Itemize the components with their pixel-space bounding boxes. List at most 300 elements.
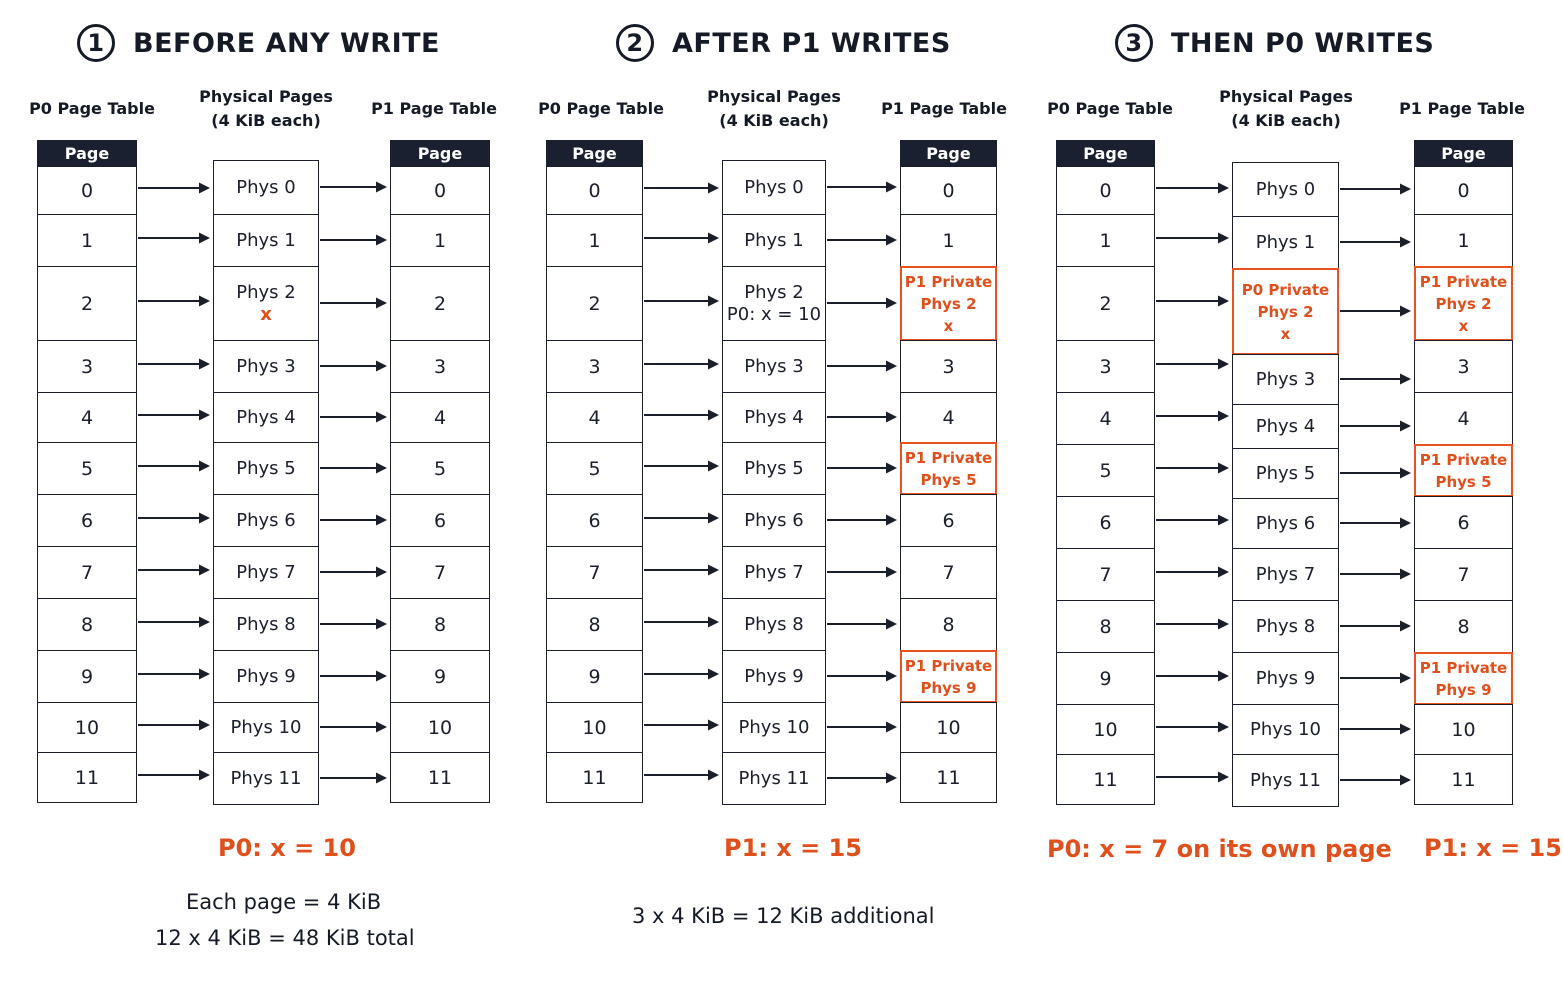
panel-2-p1-page-11: [900, 752, 997, 803]
panel-1-p0-page-2: 2: [37, 266, 137, 341]
step-number-badge: 3: [1115, 24, 1153, 62]
physical-pages-heading-line2: (4 KiB each): [1231, 111, 1341, 130]
p1-line-1: Phys 5: [920, 470, 977, 489]
phys-line-0: Phys 7: [744, 561, 804, 583]
p0-table-header: Page: [37, 140, 137, 166]
panel-3-arrow-p0-to-phys-6-head: [1218, 515, 1229, 526]
panel-1-phys-page-4: [213, 392, 319, 443]
panel-1-arrow-phys-to-p1-4-head: [376, 412, 387, 423]
p1-line-0: 7: [1457, 563, 1470, 586]
phys-line-0: Phys 8: [236, 613, 296, 635]
panel-1-p1-page-9: [390, 650, 490, 703]
panel-2-arrow-phys-to-p1-9-head: [886, 671, 897, 682]
phys-line-1: Phys 2: [1257, 302, 1314, 321]
panel-2-p1-page-2: [900, 266, 997, 341]
panel-2-p0-page-6: 6: [546, 494, 643, 547]
panel-1-phys-page-11: [213, 752, 319, 805]
phys-line-0: Phys 0: [1255, 178, 1316, 200]
panel-3-phys-page-4: [1232, 404, 1339, 449]
phys-line-0: Phys 7: [1255, 563, 1316, 585]
panel-1-arrow-phys-to-p1-1-head: [376, 235, 387, 246]
panel-2-arrow-phys-to-p1-3-head: [886, 361, 897, 372]
panel-1-phys-page-0: [213, 160, 319, 215]
panel-1-arrow-phys-to-p1-5-head: [376, 463, 387, 474]
panel-1-p1-page-2: [390, 266, 490, 341]
panel-3-p0-page-0: 0: [1056, 166, 1155, 215]
phys-line-0: Phys 9: [236, 665, 296, 687]
panel-1-arrow-phys-to-p1-0-head: [376, 182, 387, 193]
panel-2-arrow-phys-to-p1-8-head: [886, 619, 897, 630]
panel-1-arrow-p0-to-phys-0-head: [199, 183, 210, 194]
panel-1-arrow-p0-to-phys-11-head: [199, 770, 210, 781]
panel-2-arrow-p0-to-phys-9-head: [708, 669, 719, 680]
panel-title-text: AFTER P1 WRITES: [672, 27, 951, 59]
panel-3-arrow-p0-to-phys-0-head: [1218, 183, 1229, 194]
p1-line-0: 3: [942, 355, 955, 378]
panel-3-arrow-p0-to-phys-11-head: [1218, 772, 1229, 783]
phys-line-0: Phys 6: [1255, 512, 1316, 534]
panel-2-phys-page-7: [722, 546, 826, 599]
panel-3-arrow-p0-to-phys-3-head: [1218, 359, 1229, 370]
panel-1-p0-page-8: 8: [37, 598, 137, 651]
panel-2-p1-page-9: [900, 650, 997, 703]
panel-1-arrow-phys-to-p1-2-head: [376, 298, 387, 309]
panel-1-p0-page-6: 6: [37, 494, 137, 547]
step-number-badge: 1: [77, 24, 115, 62]
panel-3-p1-page-6: [1414, 496, 1513, 549]
panel-1-p1-page-7: [390, 546, 490, 599]
p1-line-1: Phys 2: [920, 294, 977, 313]
panel-2-arrow-p0-to-phys-0-head: [708, 183, 719, 194]
panel-1-arrow-phys-to-p1-7-head: [376, 567, 387, 578]
panel-2-p0-page-5: 5: [546, 442, 643, 495]
panel-3-p0-page-5: 5: [1056, 444, 1155, 497]
phys-line-0: Phys 4: [236, 406, 296, 428]
panel-2-arrow-p0-to-phys-1-head: [708, 233, 719, 244]
panel-3-arrow-phys-to-p1-4-head: [1400, 421, 1411, 432]
p1-line-0: P1 Private: [1419, 272, 1508, 291]
panel-1-note: P0: x = 10: [218, 834, 356, 862]
panel-1-arrow-p0-to-phys-4-head: [199, 410, 210, 421]
panel-1-arrow-p0-to-phys-8-head: [199, 617, 210, 628]
panel-2-p1-page-1: [900, 214, 997, 267]
panel-2-p0-page-0: 0: [546, 166, 643, 215]
p0-page-table-heading: P0 Page Table: [538, 99, 664, 118]
panel-2-arrow-p0-to-phys-10-head: [708, 720, 719, 731]
p1-line-0: 2: [433, 292, 447, 315]
panel-3-p1-page-3: [1414, 340, 1513, 393]
phys-line-0: Phys 1: [744, 229, 804, 251]
panel-3-p0-page-6: 6: [1056, 496, 1155, 549]
panel-1-p1-page-11: [390, 752, 490, 803]
p1-line-1: Phys 9: [1435, 680, 1492, 699]
panel-2-phys-page-9: [722, 650, 826, 703]
p1-line-0: 4: [1457, 407, 1470, 430]
panel-3-arrow-phys-to-p1-1-head: [1400, 237, 1411, 248]
phys-line-0: Phys 5: [744, 457, 804, 479]
phys-line-0: Phys 10: [738, 716, 810, 738]
panel-3-arrow-p0-to-phys-9-head: [1218, 671, 1229, 682]
panel-3-arrow-phys-to-p1-5-head: [1400, 468, 1411, 479]
phys-line-0: P0 Private: [1241, 280, 1330, 299]
panel-3-p0-page-2: 2: [1056, 266, 1155, 341]
panel-1-arrow-phys-to-p1-8-head: [376, 619, 387, 630]
panel-3-p0-page-8: 8: [1056, 600, 1155, 653]
p1-line-0: 5: [433, 457, 447, 480]
panel-3-p0-page-9: 9: [1056, 652, 1155, 705]
p1-line-0: 8: [1457, 615, 1470, 638]
p1-line-0: 0: [433, 179, 447, 202]
panel-2-p0-page-4: 4: [546, 392, 643, 443]
p1-page-table-heading: P1 Page Table: [881, 99, 1007, 118]
p1-line-0: 8: [433, 613, 447, 636]
phys-line-0: Phys 0: [236, 176, 296, 198]
panel-3-phys-page-6: [1232, 498, 1339, 549]
p1-line-0: P1 Private: [1419, 658, 1508, 677]
panel-3-p0-page-11: 11: [1056, 754, 1155, 805]
panel-2-phys-page-5: [722, 442, 826, 495]
panel-1-phys-page-6: [213, 494, 319, 547]
panel-3-arrow-phys-to-p1-10-head: [1400, 724, 1411, 735]
p1-line-1: Phys 9: [920, 678, 977, 697]
panel-1-phys-page-3: [213, 340, 319, 393]
physical-pages-heading: [689, 85, 859, 133]
panel-3-p1-page-4: [1414, 392, 1513, 445]
panel-2-phys-page-10: [722, 702, 826, 753]
p1-line-2: x: [1458, 316, 1469, 335]
panel-3-phys-page-8: [1232, 600, 1339, 653]
panel-1-arrow-p0-to-phys-9-head: [199, 669, 210, 680]
physical-pages-heading-line2: (4 KiB each): [211, 111, 321, 130]
phys-line-0: Phys 11: [230, 767, 302, 789]
phys-line-0: Phys 3: [1255, 368, 1316, 390]
p1-line-0: P1 Private: [904, 272, 993, 291]
panel-3-p1-page-5: [1414, 444, 1513, 497]
panel-2-arrow-phys-to-p1-5-head: [886, 463, 897, 474]
panel-3-p1-page-2: [1414, 266, 1513, 341]
p1-line-0: 8: [942, 613, 955, 636]
p1-line-0: 1: [433, 229, 447, 252]
panel-2-arrow-p0-to-phys-3-head: [708, 359, 719, 370]
phys-line-0: Phys 10: [1250, 718, 1321, 740]
panel-2-phys-page-1: [722, 214, 826, 267]
p0-page-table-heading: P0 Page Table: [1047, 99, 1173, 118]
phys-line-2: x: [1280, 324, 1291, 343]
p1-table-header: Page: [390, 140, 490, 166]
panel-1-arrow-p0-to-phys-1-head: [199, 233, 210, 244]
panel-2-p1-page-10: [900, 702, 997, 753]
panel-1-p0-page-1: 1: [37, 214, 137, 267]
panel-2-p1-page-3: [900, 340, 997, 393]
phys-line-0: Phys 4: [744, 406, 804, 428]
panel-1-arrow-phys-to-p1-6-head: [376, 515, 387, 526]
p1-line-0: P1 Private: [1419, 450, 1508, 469]
panel-2-p0-page-2: 2: [546, 266, 643, 341]
p1-line-0: 10: [936, 716, 961, 739]
phys-line-0: Phys 9: [1255, 667, 1316, 689]
panel-2-title: [616, 20, 951, 66]
physical-pages-heading-line1: Physical Pages: [707, 87, 841, 106]
panel-3-p0-page-4: 4: [1056, 392, 1155, 445]
p1-line-0: 7: [942, 561, 955, 584]
panel-1-phys-page-7: [213, 546, 319, 599]
p1-line-0: 6: [942, 509, 955, 532]
panel-3-arrow-p0-to-phys-2-head: [1218, 296, 1229, 307]
phys-line-0: Phys 5: [1255, 462, 1316, 484]
panel-2-arrow-p0-to-phys-11-head: [708, 770, 719, 781]
panel-1-phys-page-8: [213, 598, 319, 651]
panel-2-phys-page-6: [722, 494, 826, 547]
panel-3-arrow-p0-to-phys-1-head: [1218, 233, 1229, 244]
panel-2-arrow-phys-to-p1-1-head: [886, 235, 897, 246]
panel-1-arrow-phys-to-p1-3-head: [376, 361, 387, 372]
panel-2-phys-page-0: [722, 160, 826, 215]
panel-2-phys-page-11: [722, 752, 826, 805]
panel-2-p1-page-4: [900, 392, 997, 443]
panel-1-phys-page-9: [213, 650, 319, 703]
p1-line-2: x: [943, 316, 954, 335]
panel-3-phys-page-0: [1232, 162, 1339, 217]
panel-2-arrow-p0-to-phys-8-head: [708, 617, 719, 628]
panel-3-arrow-phys-to-p1-8-head: [1400, 621, 1411, 632]
physical-pages-heading: [1201, 85, 1371, 133]
p1-line-0: 4: [433, 406, 447, 429]
p1-line-0: 3: [433, 355, 447, 378]
panel-2-phys-page-4: [722, 392, 826, 443]
panel-3-p1-page-9: [1414, 652, 1513, 705]
panel-1-p1-page-1: [390, 214, 490, 267]
panel-2-phys-page-3: [722, 340, 826, 393]
panel-2-p0-page-8: 8: [546, 598, 643, 651]
panel-1-p0-page-10: 10: [37, 702, 137, 753]
phys-line-0: Phys 6: [236, 509, 296, 531]
phys-line-0: Phys 5: [236, 457, 296, 479]
panel-3-p1-page-11: [1414, 754, 1513, 805]
p1-line-0: P1 Private: [904, 656, 993, 675]
p1-line-0: 0: [1457, 179, 1470, 202]
panel-1-arrow-phys-to-p1-10-head: [376, 722, 387, 733]
p0-table-header: Page: [1056, 140, 1155, 166]
p1-line-0: 1: [942, 229, 955, 252]
phys-line-0: Phys 1: [236, 229, 296, 251]
panel-3-p1-page-0: [1414, 166, 1513, 215]
panel-title-text: BEFORE ANY WRITE: [133, 27, 440, 59]
phys-line-0: Phys 10: [230, 716, 302, 738]
p1-line-0: 6: [433, 509, 447, 532]
physical-pages-heading-line1: Physical Pages: [1219, 87, 1353, 106]
panel-1-p0-page-0: 0: [37, 166, 137, 215]
p0-table-header: Page: [546, 140, 643, 166]
panel-2-p1-page-8: [900, 598, 997, 651]
phys-line-0: Phys 3: [744, 355, 804, 377]
p1-line-0: 10: [1451, 718, 1476, 741]
phys-line-1: x: [260, 303, 272, 325]
phys-line-0: Phys 11: [1250, 769, 1321, 791]
physical-pages-heading-line1: Physical Pages: [199, 87, 333, 106]
panel-1-arrow-p0-to-phys-7-head: [199, 565, 210, 576]
p1-table-header: Page: [900, 140, 997, 166]
panel-2-note: P1: x = 15: [724, 834, 862, 862]
p1-line-0: 9: [433, 665, 447, 688]
p1-line-0: 11: [427, 766, 453, 789]
panel-1-p1-page-8: [390, 598, 490, 651]
panel-1-p1-page-0: [390, 166, 490, 215]
panel-2-phys-page-2: [722, 266, 826, 341]
panel-2-p1-page-0: [900, 166, 997, 215]
panel-3-arrow-phys-to-p1-7-head: [1400, 569, 1411, 580]
panel-3-p1-page-10: [1414, 704, 1513, 755]
panel-1-p0-page-5: 5: [37, 442, 137, 495]
phys-line-0: Phys 6: [744, 509, 804, 531]
footnote-total: 12 x 4 KiB = 48 KiB total: [155, 926, 415, 950]
panel-1-phys-page-2: [213, 266, 319, 341]
panel-2-arrow-p0-to-phys-4-head: [708, 410, 719, 421]
panel-1-p0-page-4: 4: [37, 392, 137, 443]
p1-line-0: 0: [942, 179, 955, 202]
panel-3-arrow-phys-to-p1-6-head: [1400, 518, 1411, 529]
panel-3-p1-page-1: [1414, 214, 1513, 267]
phys-line-0: Phys 7: [236, 561, 296, 583]
panel-3-phys-page-7: [1232, 548, 1339, 601]
p1-line-0: 10: [427, 716, 453, 739]
panel-2-arrow-p0-to-phys-6-head: [708, 513, 719, 524]
panel-3-phys-page-10: [1232, 704, 1339, 755]
panel-1-phys-page-1: [213, 214, 319, 267]
panel-2-p1-page-7: [900, 546, 997, 599]
panel-3-note-left: P0: x = 7 on its own page: [1047, 835, 1392, 863]
p1-line-1: Phys 2: [1435, 294, 1492, 313]
panel-2-arrow-phys-to-p1-10-head: [886, 722, 897, 733]
panel-2-arrow-phys-to-p1-2-head: [886, 298, 897, 309]
panel-2-arrow-p0-to-phys-2-head: [708, 296, 719, 307]
phys-line-0: Phys 2: [744, 281, 804, 303]
phys-line-0: Phys 2: [236, 281, 296, 303]
panel-title-text: THEN P0 WRITES: [1171, 27, 1435, 59]
panel-3-p0-page-7: 7: [1056, 548, 1155, 601]
panel-2-arrow-phys-to-p1-0-head: [886, 182, 897, 193]
panel-3-arrow-phys-to-p1-11-head: [1400, 775, 1411, 786]
panel-2-arrow-phys-to-p1-7-head: [886, 567, 897, 578]
p1-line-0: 7: [433, 561, 447, 584]
panel-2-arrow-phys-to-p1-4-head: [886, 412, 897, 423]
panel-1-phys-page-10: [213, 702, 319, 753]
panel-2-arrow-p0-to-phys-7-head: [708, 565, 719, 576]
panel-3-arrow-phys-to-p1-0-head: [1400, 184, 1411, 195]
panel-3-arrow-phys-to-p1-2-head: [1400, 306, 1411, 317]
panel-1-arrow-phys-to-p1-9-head: [376, 671, 387, 682]
panel-1-p0-page-3: 3: [37, 340, 137, 393]
panel-2-p1-page-6: [900, 494, 997, 547]
phys-line-0: Phys 11: [738, 767, 810, 789]
panel-2-p0-page-3: 3: [546, 340, 643, 393]
p1-line-0: 11: [936, 766, 961, 789]
panel-1-arrow-phys-to-p1-11-head: [376, 773, 387, 784]
panel-2-p0-page-9: 9: [546, 650, 643, 703]
panel-3-arrow-p0-to-phys-8-head: [1218, 619, 1229, 630]
step-number-badge: 2: [616, 24, 654, 62]
panel-3-arrow-phys-to-p1-3-head: [1400, 374, 1411, 385]
panel-1-p0-page-9: 9: [37, 650, 137, 703]
panel-3-title: [1115, 20, 1434, 66]
panel-2-phys-page-8: [722, 598, 826, 651]
physical-pages-heading-line2: (4 KiB each): [719, 111, 829, 130]
panel-3-p0-page-3: 3: [1056, 340, 1155, 393]
panel-3-phys-page-9: [1232, 652, 1339, 705]
p0-page-table-heading: P0 Page Table: [29, 99, 155, 118]
phys-line-0: Phys 8: [1255, 615, 1316, 637]
phys-line-0: Phys 1: [1255, 231, 1316, 253]
panel-1-p1-page-10: [390, 702, 490, 753]
panel-1-arrow-p0-to-phys-2-head: [199, 296, 210, 307]
panel-3-p0-page-10: 10: [1056, 704, 1155, 755]
panel-1-p0-page-7: 7: [37, 546, 137, 599]
p1-page-table-heading: P1 Page Table: [371, 99, 497, 118]
panel-3-arrow-p0-to-phys-4-head: [1218, 411, 1229, 422]
p1-line-0: P1 Private: [904, 448, 993, 467]
panel-1-p1-page-3: [390, 340, 490, 393]
panel-3-p1-page-7: [1414, 548, 1513, 601]
panel-2-p0-page-10: 10: [546, 702, 643, 753]
p1-page-table-heading: P1 Page Table: [1399, 99, 1525, 118]
panel-3-note-right: P1: x = 15: [1424, 834, 1562, 862]
phys-line-0: Phys 8: [744, 613, 804, 635]
panel-2-arrow-p0-to-phys-5-head: [708, 461, 719, 472]
panel-3-phys-page-2: [1232, 268, 1339, 355]
p1-line-0: 3: [1457, 355, 1470, 378]
panel-3-arrow-p0-to-phys-5-head: [1218, 463, 1229, 474]
panel-2-p0-page-7: 7: [546, 546, 643, 599]
panel-1-p1-page-6: [390, 494, 490, 547]
footnote-additional: 3 x 4 KiB = 12 KiB additional: [632, 904, 935, 928]
panel-3-phys-page-5: [1232, 448, 1339, 499]
p1-line-0: 1: [1457, 229, 1470, 252]
phys-line-0: Phys 3: [236, 355, 296, 377]
panel-2-arrow-phys-to-p1-6-head: [886, 515, 897, 526]
panel-3-arrow-p0-to-phys-10-head: [1218, 722, 1229, 733]
panel-3-p0-page-1: 1: [1056, 214, 1155, 267]
p1-line-0: 11: [1451, 768, 1476, 791]
p1-line-0: 4: [942, 406, 955, 429]
p1-line-1: Phys 5: [1435, 472, 1492, 491]
panel-2-p0-page-11: 11: [546, 752, 643, 803]
panel-2-arrow-phys-to-p1-11-head: [886, 773, 897, 784]
panel-3-arrow-phys-to-p1-9-head: [1400, 673, 1411, 684]
panel-2-p0-page-1: 1: [546, 214, 643, 267]
p1-line-0: 6: [1457, 511, 1470, 534]
p1-table-header: Page: [1414, 140, 1513, 166]
panel-3-phys-page-1: [1232, 216, 1339, 269]
panel-1-arrow-p0-to-phys-3-head: [199, 359, 210, 370]
panel-1-p1-page-5: [390, 442, 490, 495]
panel-2-p1-page-5: [900, 442, 997, 495]
physical-pages-heading: [181, 85, 351, 133]
panel-1-p1-page-4: [390, 392, 490, 443]
panel-1-p0-page-11: 11: [37, 752, 137, 803]
panel-1-phys-page-5: [213, 442, 319, 495]
panel-3-phys-page-11: [1232, 754, 1339, 807]
panel-1-arrow-p0-to-phys-5-head: [199, 461, 210, 472]
phys-line-0: Phys 4: [1255, 415, 1316, 437]
panel-1-arrow-p0-to-phys-6-head: [199, 513, 210, 524]
panel-3-arrow-p0-to-phys-7-head: [1218, 567, 1229, 578]
panel-1-arrow-p0-to-phys-10-head: [199, 720, 210, 731]
phys-line-1: P0: x = 10: [726, 303, 822, 325]
panel-3-phys-page-3: [1232, 354, 1339, 405]
phys-line-0: Phys 9: [744, 665, 804, 687]
panel-3-p1-page-8: [1414, 600, 1513, 653]
panel-1-title: [77, 20, 440, 66]
phys-line-0: Phys 0: [744, 176, 804, 198]
